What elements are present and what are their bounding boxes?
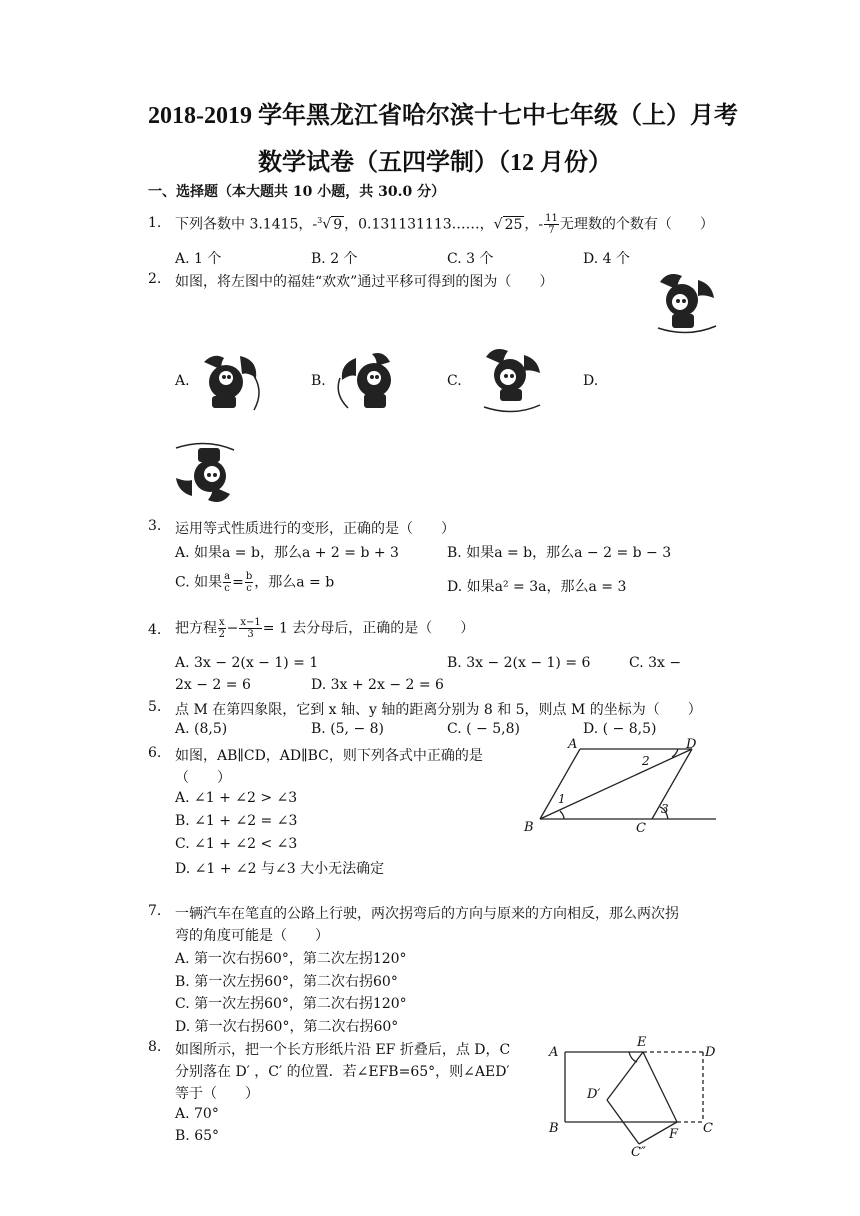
mascot-option-c (470, 345, 546, 415)
question-6-stem-paren: （ ） (175, 770, 231, 786)
question-8-number: 8. (148, 1039, 162, 1055)
vertex-label-d: D (705, 1045, 716, 1060)
q3-option-b[interactable]: B. 如果a = b，那么a − 2 = b − 3 (447, 545, 672, 561)
mascot-original-figure (650, 268, 720, 338)
q5-option-d[interactable]: D. ( − 8,5) (583, 721, 657, 737)
vertex-label-f: F (669, 1127, 679, 1142)
question-3-number: 3. (148, 518, 162, 534)
question-7-number: 7. (148, 903, 162, 919)
parallelogram-figure (520, 735, 720, 835)
vertex-label-e: E (637, 1035, 647, 1050)
question-6-number: 6. (148, 745, 162, 761)
question-2-number: 2. (148, 271, 162, 287)
q6-option-d[interactable]: D. ∠1 + ∠2 与∠3 大小无法确定 (175, 861, 385, 877)
vertex-label-a: A (568, 737, 578, 752)
q4-option-c[interactable]: C. 3x − (629, 655, 682, 671)
q8-option-b[interactable]: B. 65° (175, 1128, 220, 1144)
q1-option-c[interactable]: C. 3 个 (447, 251, 494, 267)
vertex-label-c: C (703, 1121, 713, 1136)
q7-option-c[interactable]: C. 第一次左拐60°，第二次右拐120° (175, 996, 407, 1012)
question-1-number: 1. (148, 215, 162, 231)
question-5-stem: 点 M 在第四象限，它到 x 轴、y 轴的距离分别为 8 和 5，则点 M 的坐标为（ ） (175, 702, 702, 718)
page-title-line1: 2018-2019 学年黑龙江省哈尔滨十七中七年级（上）月考 (148, 103, 738, 129)
q6-option-a[interactable]: A. ∠1 + ∠2 > ∠3 (175, 790, 298, 806)
question-6-stem: 如图，AB∥CD，AD∥BC，则下列各式中正确的是 (175, 748, 483, 764)
vertex-label-d: D (686, 737, 697, 752)
q4-option-a[interactable]: A. 3x − 2(x − 1) = 1 (175, 655, 319, 671)
folded-rectangle-figure (545, 1032, 725, 1158)
q1-option-d[interactable]: D. 4 个 (583, 251, 630, 267)
vertex-label-b: B (549, 1121, 559, 1136)
question-1-stem: 下列各数中 3.1415，-$^3$√ 9 ，0.131131113……，√ 25 ，- $\frac{11}{7}$ 无理数的个数有（ ） (175, 213, 714, 236)
mascot-option-a (196, 348, 268, 414)
q8-option-a[interactable]: A. 70° (175, 1106, 219, 1122)
mascot-option-d (172, 436, 244, 508)
q4-option-c-continued: 2x − 2 = 6 (175, 677, 251, 693)
question-4-number: 4. (148, 622, 162, 638)
question-2-stem: 如图，将左图中的福娃“欢欢”通过平移可得到的图为（ ） (175, 274, 554, 290)
q7-option-d[interactable]: D. 第一次右拐60°，第二次右拐60° (175, 1019, 399, 1035)
vertex-label-c: C (636, 821, 646, 835)
angle-label-2: 2 (642, 754, 650, 768)
q2-option-c[interactable]: C. (447, 373, 462, 389)
q6-option-b[interactable]: B. ∠1 + ∠2 = ∠3 (175, 813, 298, 829)
q7-option-a[interactable]: A. 第一次右拐60°，第二次左拐120° (175, 951, 407, 967)
q3-option-d[interactable]: D. 如果a² = 3a，那么a = 3 (447, 579, 627, 595)
angle-label-3: 3 (661, 802, 669, 816)
q1-option-b[interactable]: B. 2 个 (311, 251, 358, 267)
question-8-stem-line1: 如图所示，把一个长方形纸片沿 EF 折叠后，点 D，C (175, 1042, 511, 1058)
question-3-stem: 运用等式性质进行的变形，正确的是（ ） (175, 521, 455, 537)
mascot-option-b (334, 348, 406, 414)
question-5-number: 5. (148, 699, 162, 715)
q3-option-c[interactable]: C. 如果 $\frac{a}{c}$ = $\frac{b}{c}$ ，那么a = b (175, 571, 335, 594)
question-8-stem-line3: 等于（ ） (175, 1086, 259, 1102)
q2-option-d[interactable]: D. (583, 373, 599, 389)
question-7-stem-line2: 弯的角度可能是（ ） (175, 928, 329, 944)
vertex-label-a: A (549, 1045, 559, 1060)
q2-option-b[interactable]: B. (311, 373, 326, 389)
angle-label-1: 1 (558, 792, 566, 806)
question-4-stem: 把方程 $\frac{x}{2}$ − $\frac{x-1}{3}$ = 1 去分母后，正确的是（ ） (175, 617, 475, 640)
q4-option-d[interactable]: D. 3x + 2x − 2 = 6 (311, 677, 444, 693)
vertex-label-c-prime: C″ (631, 1145, 646, 1158)
section-heading: 一、选择题（本大题共 10 小题，共 30.0 分） (148, 184, 446, 200)
q6-option-c[interactable]: C. ∠1 + ∠2 < ∠3 (175, 836, 298, 852)
vertex-label-d-prime: D′ (587, 1087, 601, 1102)
question-8-stem-line2: 分别落在 D′ ，C′ 的位置．若∠EFB=65°，则∠AED′ (175, 1064, 510, 1080)
q5-option-b[interactable]: B. (5, − 8) (311, 721, 385, 737)
q1-option-a[interactable]: A. 1 个 (175, 251, 222, 267)
page-title-line2: 数学试卷（五四学制）（12 月份） (258, 150, 612, 176)
q3-option-a[interactable]: A. 如果a = b，那么a + 2 = b + 3 (175, 545, 399, 561)
q7-option-b[interactable]: B. 第一次左拐60°，第二次右拐60° (175, 974, 398, 990)
question-7-stem-line1: 一辆汽车在笔直的公路上行驶，两次拐弯后的方向与原来的方向相反，那么两次拐 (175, 906, 679, 922)
q5-option-a[interactable]: A. (8,5) (175, 721, 228, 737)
vertex-label-b: B (524, 820, 534, 835)
q5-option-c[interactable]: C. ( − 5,8) (447, 721, 520, 737)
q2-option-a[interactable]: A. (175, 373, 190, 389)
q4-option-b[interactable]: B. 3x − 2(x − 1) = 6 (447, 655, 591, 671)
